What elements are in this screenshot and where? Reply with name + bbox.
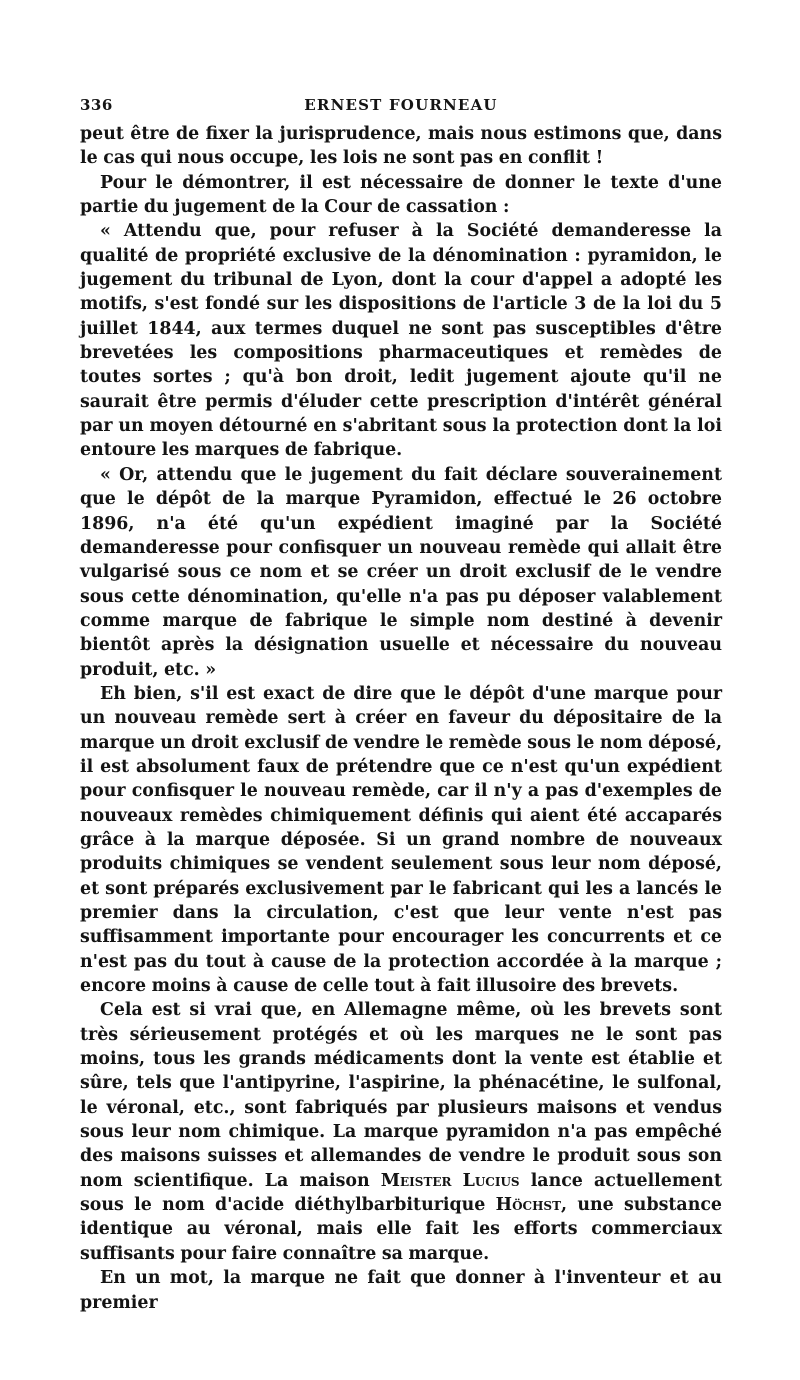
company-name-hochst: Höchst (495, 1195, 562, 1216)
paragraph-intro-quote: Pour le démontrer, il est nécessaire de donner le texte d'une partie du jugement de la Cour de cassation : (80, 172, 722, 218)
paragraph-eh-bien: Eh bien, s'il est exact de dire que le dépôt d'une marque pour un nouveau remède sert à créer en faveur du dépositaire de la marque un droit exclusif de vendre le remède sous le nom déposé, il est absolument faux de prétendre que ce n'est qu'un expédient pour confisquer le nouveau remède, car il n'y a pas d'exemples de nouveaux remèdes chimiquement définis qui aient été accaparés grâce à la marque déposée. Si un grand nombre de nouveaux produits chimiques se vendent seulement sous leur nom déposé, et sont préparés exclusivement par le fabricant qui les a lancés le premier dans la circulation, c'est que leur vente n'est pas suffisamment importante pour encourager les concurrents et ce n'est pas du tout à cause de la protection accordée à la marque ; encore moins à cause de celle tout à fait illusoire des brevets. (80, 683, 722, 997)
company-name-meister-lucius: Meister Lucius (380, 1170, 520, 1191)
page-header (80, 92, 722, 120)
running-head: ERNEST FOURNEAU (304, 96, 498, 114)
book-page (80, 92, 722, 1315)
paragraph-text-part: Cela est si vrai que, en Allemagne même, où les brevets sont très sérieusement protégés et où les marques ne le sont pas moins, tous les grands médicaments dont la vente est établie et sûre, tels que l'antipyrine, l'aspirine, la phénacétine, le sulfonal, le véronal, etc., sont fabriqués par plusieurs maisons et vendus sous leur nom chimique. La marque pyramidon n'a pas empêché des maisons suisses et allemandes de vendre le produit sous son nom scientifique. La maison (80, 1000, 722, 1191)
paragraph-text-part: lance actuellement sous le nom d'acide diéthylbarbiturique (80, 1170, 722, 1216)
page-number: 336 (80, 96, 113, 114)
paragraph-cela-est-si-vrai (80, 998, 722, 1266)
paragraph-text-part: , une substance identique au véronal, mais elle fait les efforts commerciaux suffisants pour faire connaître sa marque. (80, 1195, 722, 1264)
paragraph-quote-attendu: « Attendu que, pour refuser à la Société demanderesse la qualité de propriété exclusive de la dénomination : pyramidon, le jugement du tribunal de Lyon, dont la cour d'appel a adopté les motifs, s'est fondé sur les dispositions de l'article 3 de la loi du 5 juillet 1844, aux termes duquel ne sont pas susceptibles d'être brevetées les compositions pharmaceutiques et remèdes de toutes sortes ; qu'à bon droit, ledit jugement ajoute qu'il ne saurait être permis d'éluder cette prescription d'intérêt général par un moyen détourné en s'abritant sous la protection dont la loi entoure les marques de fabrique. (80, 221, 722, 461)
paragraph-en-un-mot: En un mot, la marque ne fait que donner à l'inventeur et au premier (80, 1268, 722, 1313)
paragraph-continuation: peut être de fixer la jurisprudence, mais nous estimons que, dans le cas qui nous occupe, les lois ne sont pas en conflit ! (80, 124, 722, 169)
paragraph-quote-or-attendu: « Or, attendu que le jugement du fait déclare souverainement que le dépôt de la marque Pyramidon, effectué le 26 octobre 1896, n'a été qu'un expédient imaginé par la Société demanderesse pour confisquer un nouveau remède qui allait être vulgarisé sous ce nom et se créer un droit exclusif de le vendre sous cette dénomination, qu'elle n'a pas pu déposer valablement comme marque de fabrique le simple nom destiné à devenir bientôt après la désignation usuelle et nécessaire du nouveau produit, etc. » (80, 464, 722, 680)
